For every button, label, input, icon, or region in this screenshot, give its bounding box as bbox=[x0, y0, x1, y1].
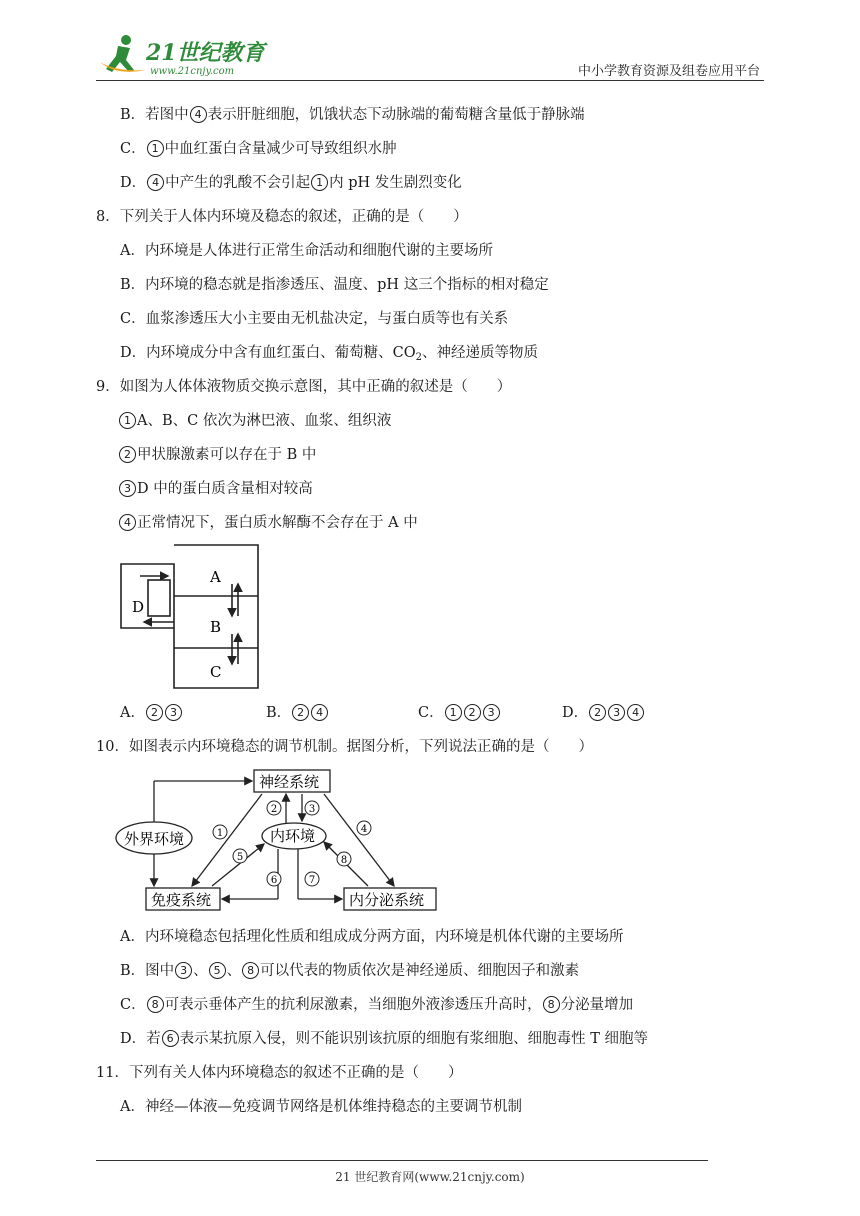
marker-4 bbox=[357, 821, 371, 835]
marker-7 bbox=[305, 872, 319, 886]
q10-stem: 10．如图表示内环境稳态的调节机制。据图分析，下列说法正确的是（ ） bbox=[96, 739, 593, 755]
q9-stem: 9．如图为人体体液物质交换示意图，其中正确的叙述是（ ） bbox=[96, 379, 512, 395]
node-outside: 外界环境 bbox=[124, 830, 185, 848]
svg-text:4: 4 bbox=[360, 824, 368, 835]
node-immune: 免疫系统 bbox=[151, 891, 212, 909]
q9-option-a: A． 2 3 bbox=[120, 703, 183, 723]
q7-option-d: D． 4 中产生的乳酸不会引起 1 内 pH 发生剧烈变化 bbox=[120, 175, 462, 191]
q9-option-c: C． 1 2 3 bbox=[418, 703, 501, 723]
header-divider bbox=[96, 80, 764, 81]
marker-2 bbox=[267, 801, 281, 815]
q8-option-b: B．内环境的稳态就是指渗透压、温度、pH 这三个指标的相对稳定 bbox=[120, 277, 549, 293]
q7-option-b: B．若图中 4 表示肝脏细胞，饥饿状态下动脉端的葡萄糖含量低于静脉端 bbox=[120, 107, 585, 123]
q8-stem: 8．下列关于人体内环境及稳态的叙述，正确的是（ ） bbox=[96, 209, 468, 225]
marker-5 bbox=[233, 849, 247, 863]
body-fluid-diagram bbox=[118, 542, 268, 692]
q11-stem: 11．下列有关人体内环境稳态的叙述不正确的是（ ） bbox=[96, 1065, 463, 1081]
q9-option-d: D． 2 3 4 bbox=[562, 703, 645, 723]
svg-text:3: 3 bbox=[308, 804, 316, 815]
q9-statement-3: 3 D 中的蛋白质含量相对较高 bbox=[118, 479, 313, 499]
q9-option-b: B． 2 4 bbox=[266, 703, 329, 723]
svg-text:2: 2 bbox=[270, 804, 278, 815]
q8-option-a: A．内环境是人体进行正常生命活动和细胞代谢的主要场所 bbox=[120, 243, 493, 259]
logo-url: www.21cnjy.com bbox=[150, 66, 235, 77]
marker-6 bbox=[267, 872, 281, 886]
label-d: D bbox=[132, 598, 145, 616]
site-logo bbox=[96, 32, 286, 78]
homeostasis-diagram bbox=[112, 766, 444, 916]
q10-option-c: C． 8 可表示垂体产生的抗利尿激素，当细胞外液渗透压升高时， 8 分泌量增加 bbox=[120, 997, 634, 1013]
label-b: B bbox=[210, 618, 222, 636]
svg-text:8: 8 bbox=[340, 855, 348, 866]
q10-option-d: D．若 6 表示某抗原入侵，则不能识别该抗原的细胞有浆细胞、细胞毒性 T 细胞等 bbox=[120, 1031, 649, 1047]
node-endocrine: 内分泌系统 bbox=[349, 891, 425, 909]
runner-icon bbox=[100, 35, 146, 72]
logo-text: 21世纪教育 bbox=[146, 40, 265, 66]
node-internal: 内环境 bbox=[270, 827, 316, 845]
q9-statement-1: 1 A、B、C 依次为淋巴液、血浆、组织液 bbox=[118, 411, 391, 431]
label-c: C bbox=[210, 663, 222, 681]
q8-option-c: C．血浆渗透压大小主要由无机盐决定，与蛋白质等也有关系 bbox=[120, 311, 509, 327]
q7-option-c: C． 1 中血红蛋白含量减少可导致组织水肿 bbox=[120, 141, 397, 157]
svg-text:1: 1 bbox=[216, 828, 224, 839]
footer-text[interactable]: 21 世纪教育网(www.21cnjy.com) bbox=[335, 1170, 525, 1184]
svg-text:7: 7 bbox=[308, 875, 316, 886]
q9-statement-2: 2 甲状腺激素可以存在于 B 中 bbox=[118, 445, 316, 465]
q8-option-d: D．内环境成分中含有血红蛋白、葡萄糖、$CO_2$、神经递质等物质 bbox=[120, 345, 538, 363]
q10-option-a: A．内环境稳态包括理化性质和组成成分两方面，内环境是机体代谢的主要场所 bbox=[120, 929, 624, 945]
node-nervous: 神经系统 bbox=[259, 773, 320, 791]
q9-statement-4: 4 正常情况下，蛋白质水解酶不会存在于 A 中 bbox=[118, 513, 418, 533]
footer-divider bbox=[96, 1160, 708, 1161]
q11-option-a: A．神经—体液—免疫调节网络是机体维持稳态的主要调节机制 bbox=[120, 1099, 522, 1115]
marker-8 bbox=[337, 852, 351, 866]
marker-1 bbox=[213, 825, 227, 839]
svg-text:6: 6 bbox=[270, 875, 278, 886]
platform-name: 中小学教育资源及组卷应用平台 bbox=[577, 64, 760, 79]
label-a: A bbox=[210, 568, 221, 586]
svg-text:5: 5 bbox=[236, 852, 244, 863]
q10-option-b: B．图中 3 、 5 、 8 可以代表的物质依次是神经递质、细胞因子和激素 bbox=[120, 963, 580, 979]
marker-3 bbox=[305, 801, 319, 815]
